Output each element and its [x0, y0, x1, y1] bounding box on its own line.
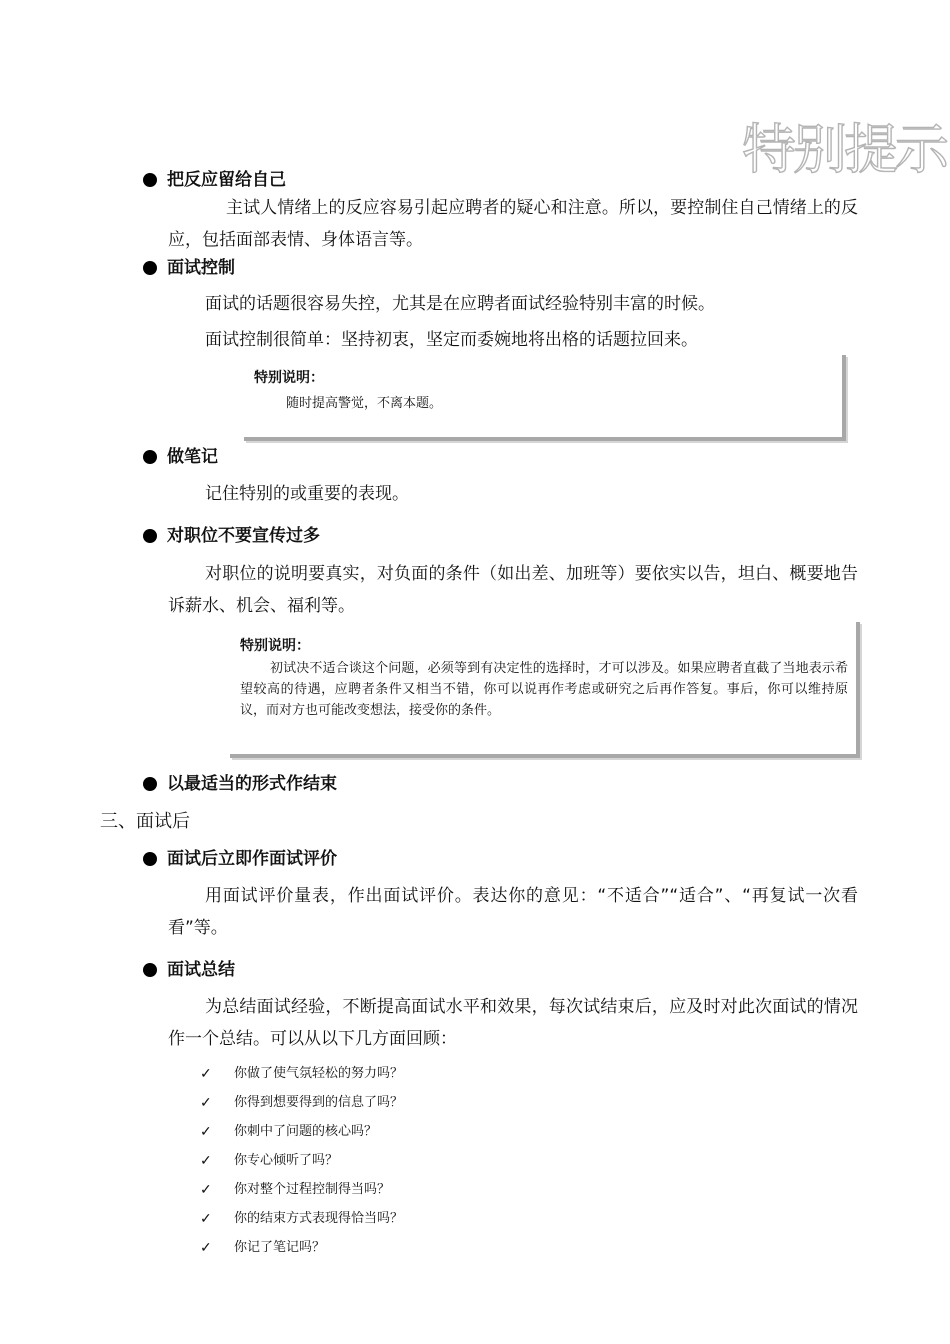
bullet-heading-control [143, 256, 235, 280]
checkmark-icon: ✓ [200, 1240, 212, 1256]
bullet-heading-evaluation [143, 847, 337, 871]
paragraph-evaluation: 用面试评价量表，作出面试评价。表达你的意见：“不适合”“适合”、“再复试一次看看”等。 [168, 886, 858, 938]
checkmark-icon: ✓ [200, 1066, 212, 1082]
bullet-dot-icon [143, 173, 157, 187]
paragraph-react: 主试人情绪上的反应容易引起应聘者的疑心和注意。所以，要控制住自己情绪上的反应，包括面部表情、身体语言等。 [168, 198, 858, 250]
check-item-text: 你刺中了问题的核心吗？ [234, 1124, 378, 1139]
heading-text: 面试总结 [167, 960, 235, 980]
checkmark-icon: ✓ [200, 1211, 212, 1227]
paragraph-summary: 为总结面试经验，不断提高面试水平和效果，每次试结束后，应及时对此次面试的情况作一个总结。可以从以下几方面回顾： [168, 997, 858, 1049]
bullet-heading-notes [143, 445, 218, 469]
checkmark-icon: ✓ [200, 1124, 212, 1140]
heading-text: 把反应留给自己 [167, 170, 286, 190]
checkmark-icon: ✓ [200, 1095, 212, 1111]
check-item-text: 你得到想要得到的信息了吗？ [234, 1095, 404, 1110]
section-heading-after-interview: 三、面试后 [100, 811, 190, 832]
heading-text: 面试控制 [167, 258, 235, 278]
check-item-text: 你对整个过程控制得当吗？ [234, 1182, 391, 1197]
bullet-heading-react [143, 168, 286, 192]
check-item [200, 1151, 338, 1171]
special-note-box-promo [230, 622, 860, 758]
check-item [200, 1209, 403, 1229]
check-item [200, 1122, 377, 1142]
heading-text: 做笔记 [167, 447, 218, 467]
bullet-heading-ending [143, 772, 337, 796]
paragraph-promo: 对职位的说明要真实，对负面的条件（如出差、加班等）要依实以告，坦白、概要地告诉薪水、机会、福利等。 [168, 564, 858, 616]
bullet-dot-icon [143, 963, 157, 977]
check-item-text: 你专心倾听了吗？ [234, 1153, 339, 1168]
note-body: 初试决不适合谈这个问题，必须等到有决定性的选择时，才可以涉及。如果应聘者直截了当地表示希望较高的待遇，应聘者条件又相当不错，你可以说再作考虑或研究之后再作答复。事后，你可以维持原议，而对方也可能改变想法，接受你的条件。 [240, 661, 848, 718]
paragraph-control-2: 面试控制很简单：坚持初衷，坚定而委婉地将出格的话题拉回来。 [205, 330, 698, 350]
bullet-heading-summary [143, 958, 235, 982]
bullet-dot-icon [143, 529, 157, 543]
check-item-text: 你做了使气氛轻松的努力吗？ [234, 1066, 404, 1081]
heading-text: 对职位不要宣传过多 [167, 526, 320, 546]
check-item [200, 1180, 390, 1200]
bullet-heading-promo [143, 524, 320, 548]
paragraph-control-1: 面试的话题很容易失控，尤其是在应聘者面试经验特别丰富的时候。 [205, 294, 715, 314]
bullet-dot-icon [143, 852, 157, 866]
check-item [200, 1064, 403, 1084]
watermark-special-tip: 特别提示 [742, 118, 946, 181]
checkmark-icon: ✓ [200, 1153, 212, 1169]
checkmark-icon: ✓ [200, 1182, 212, 1198]
note-title: 特别说明： [240, 638, 310, 654]
check-item [200, 1093, 403, 1113]
bullet-dot-icon [143, 450, 157, 464]
check-item-text: 你记了笔记吗？ [234, 1240, 326, 1255]
heading-text: 面试后立即作面试评价 [167, 849, 337, 869]
paragraph-notes: 记住特别的或重要的表现。 [205, 484, 409, 504]
bullet-dot-icon [143, 261, 157, 275]
special-note-box-control [244, 355, 846, 441]
check-item [200, 1238, 325, 1258]
bullet-dot-icon [143, 777, 157, 791]
check-item-text: 你的结束方式表现得恰当吗？ [234, 1211, 404, 1226]
heading-text: 以最适当的形式作结束 [167, 774, 337, 794]
note-title: 特别说明： [254, 370, 324, 386]
note-body: 随时提高警觉，不离本题。 [286, 396, 443, 411]
